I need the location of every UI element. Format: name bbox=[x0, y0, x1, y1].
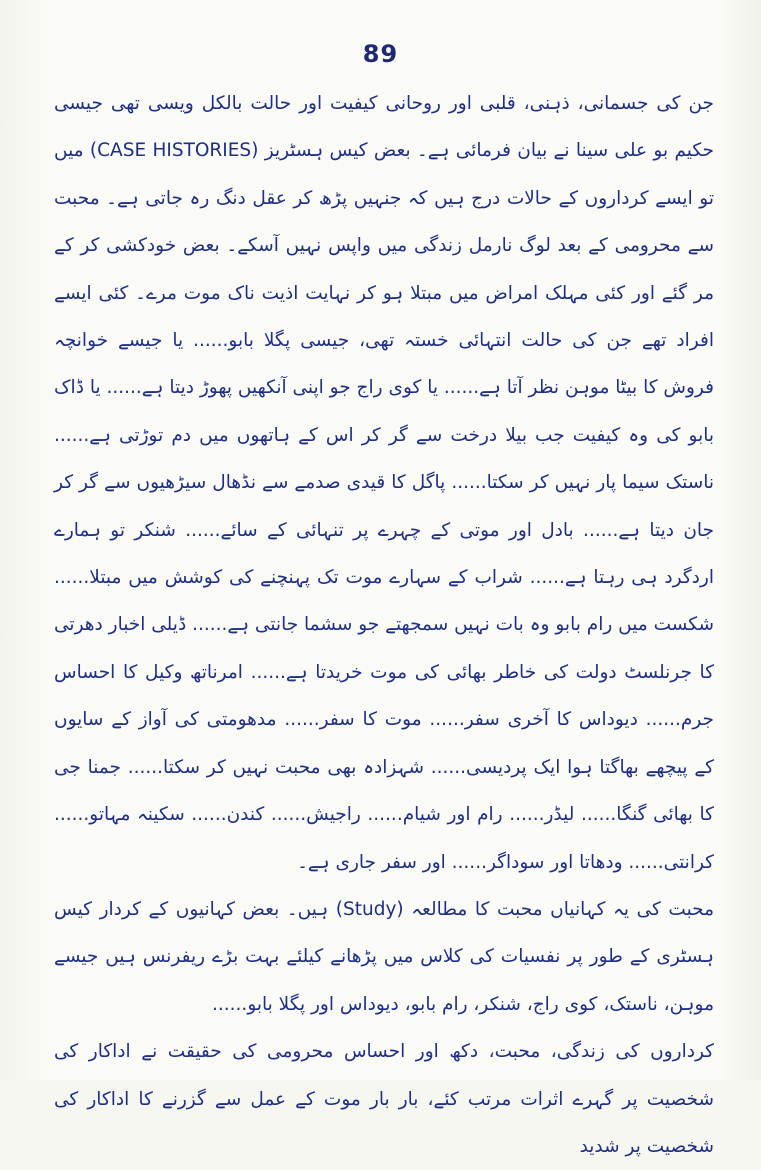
page-body-text bbox=[54, 80, 714, 1170]
page-number: 89 bbox=[362, 40, 399, 68]
paragraph-2: محبت کی یہ کہانیاں محبت کا مطالعہ (Study) ہیں۔ بعض کہانیوں کے کردار کیس ہسٹری کے طور پر نفسیات کی کلاس میں پڑھانے کیلئے بہت بڑے ریفرنس ہیں جیسے موہن، ناستک، کوی راج، شنکر، رام بابو، دیوداس اور پگلا بابو...... bbox=[54, 898, 714, 1015]
paragraph-3: کرداروں کی زندگی، محبت، دکھ اور احساس محرومی کی حقیقت نے اداکار کی شخصیت پر گہرے اثرات مرتب کئے، بار بار موت کے عمل سے گزرنے کا اداکار کی شخصیت پر شدید bbox=[54, 1041, 714, 1157]
paragraph-1: جن کی جسمانی، ذہنی، قلبی اور روحانی کیفیت اور حالت بالکل ویسی تھی جیسی حکیم بو علی سینا نے بیان فرمائی ہے۔ بعض کیس ہسٹریز (CASE HISTORIES) میں تو ایسے کرداروں کے حالات درج ہیں کہ جنہیں پڑھ کر عقل دنگ رہ جاتی ہے۔ محبت سے محرومی کے بعد لوگ نارمل زندگی میں واپس نہیں آسکے۔ بعض خودکشی کر کے مر گئے اور کئی مہلک امراض میں مبتلا ہو کر نہایت اذیت ناک موت مرے۔ کئی ایسے افراد تھے جن کی حالت انتہائی خستہ تھی، جیسی پگلا بابو...... یا جیسے خوانچہ فروش کا بیٹا موہن نظر آتا ہے...... یا کوی راج جو اپنی آنکھیں پھوڑ دیتا ہے...... یا ڈاک بابو کی وہ کیفیت جب بیلا درخت سے گر کر اس کے ہاتھوں میں دم توڑتی ہے...... ناستک سیما پار نہیں کر سکتا...... پاگل کا قیدی صدمے سے نڈھال سیڑھیوں سے گر کر جان دیتا ہے...... بادل اور موتی کے چہرے پر تنہائی کے سائے...... شنکر تو ہمارے اردگرد ہی رہتا ہے...... شراب کے سہارے موت تک پہنچنے کی کوشش میں مبتلا...... شکست میں رام بابو وہ بات نہیں سمجھتے جو سشما جانتی ہے...... ڈیلی اخبار دھرتی کا جرنلسٹ دولت کی خاطر بھائی کی موت خریدتا ہے...... امرناتھ وکیل کا احساس جرم...... دیوداس کا آخری سفر...... موت کا سفر...... مدھومتی کی آواز کے سایوں کے پیچھے بھاگتا ہوا ایک پردیسی...... شہزادہ بھی محبت نہیں کر سکتا...... جمنا جی کا بھائی گنگا...... لیڈر...... رام اور شیام...... راجیش...... کندن...... سکینہ مہاتو...... کرانتی...... ودھاتا اور سوداگر...... اور سفر جاری ہے۔ bbox=[54, 93, 714, 873]
